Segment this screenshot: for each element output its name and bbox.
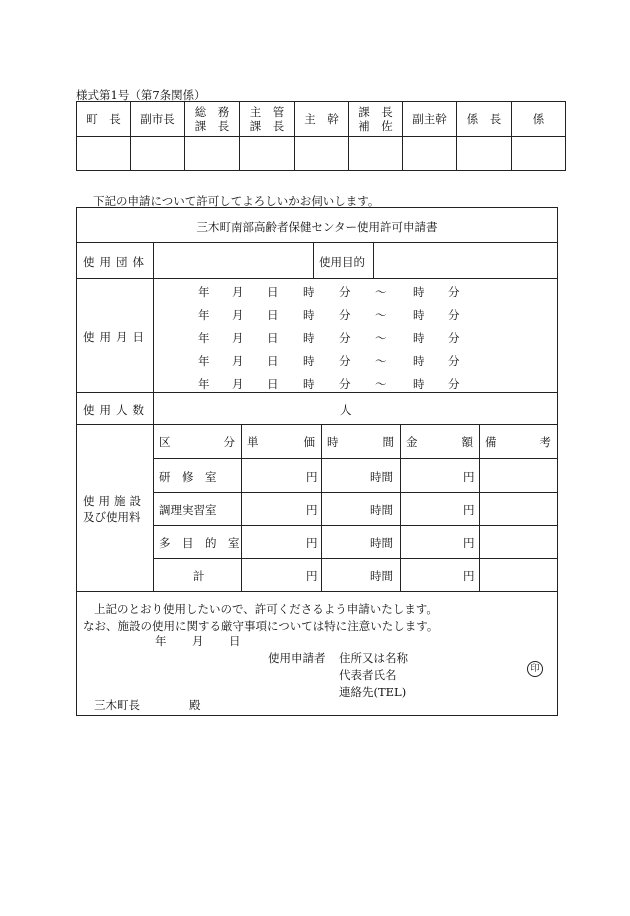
date-unit-minute: 分 — [448, 331, 460, 345]
label-facility-1: 使用施設 — [83, 494, 145, 508]
date-unit-month: 月 — [232, 377, 244, 391]
statement-2: なお、施設の使用に関する厳守事項については特に注意いたします。 — [83, 619, 439, 633]
facility-time-unit: 時間 — [370, 503, 393, 517]
date-month: 月 — [192, 634, 204, 648]
stamp-header-4 — [295, 102, 349, 137]
date-unit-month: 月 — [232, 354, 244, 368]
date-unit-hour: 時 — [413, 377, 425, 391]
stamp-cell-5[interactable] — [349, 137, 403, 171]
count-unit: 人 — [340, 403, 352, 417]
form-title: 三木町南部高齢者保健センター使用許可申請書 — [196, 220, 438, 234]
facility-header-0: 区 分 — [159, 435, 235, 449]
date-unit-minute: 分 — [448, 285, 460, 299]
stamp-header-text: 町 長 — [86, 112, 121, 126]
approval-stamp-table — [76, 101, 566, 171]
date-unit-tilde: ～ — [375, 354, 387, 368]
facility-header-1: 単 価 — [247, 435, 315, 449]
label-count: 使用人数 — [83, 403, 149, 417]
stamp-header-text: 主 幹 — [304, 112, 339, 126]
date-unit-hour: 時 — [303, 377, 315, 391]
facility-header-3: 金 額 — [406, 435, 473, 449]
addressee: 三木町長 — [94, 698, 140, 712]
facility-header-4: 備 考 — [485, 435, 551, 449]
stamp-header-text: 課 長 — [249, 119, 285, 133]
stamp-header-text: 係 — [532, 112, 545, 126]
date-unit-tilde: ～ — [375, 308, 387, 322]
date-unit-tilde: ～ — [375, 285, 387, 299]
stamp-header-0 — [77, 102, 131, 137]
facility-header-2: 時 間 — [327, 435, 394, 449]
date-unit-year: 年 — [198, 331, 210, 345]
application-form — [76, 207, 558, 716]
date-unit-minute: 分 — [339, 331, 351, 345]
label-group: 使用団体 — [83, 255, 149, 269]
purpose-field[interactable] — [375, 244, 555, 276]
stamp-header-2 — [185, 102, 240, 137]
date-unit-year: 年 — [198, 354, 210, 368]
group-field[interactable] — [155, 244, 311, 276]
applicant-label: 使用申請者 — [268, 651, 326, 665]
date-unit-year: 年 — [198, 285, 210, 299]
contact-label: 連絡先(TEL) — [339, 685, 407, 699]
date-unit-hour: 時 — [413, 331, 425, 345]
facility-row-name: 研 修 室 — [159, 470, 217, 484]
facility-amount-unit: 円 — [463, 536, 475, 550]
address-label: 住所又は名称 — [339, 651, 408, 665]
date-unit-month: 月 — [232, 285, 244, 299]
date-unit-tilde: ～ — [375, 331, 387, 345]
stamp-header-text: 総 務 — [194, 105, 230, 119]
facility-time-unit: 時間 — [370, 470, 393, 484]
facility-amount-unit: 円 — [463, 470, 475, 484]
facility-row-name: 多 目 的 室 — [159, 536, 240, 550]
date-day: 日 — [229, 634, 241, 648]
seal-mark: 印 — [527, 661, 543, 677]
date-unit-minute: 分 — [448, 308, 460, 322]
stamp-header-3 — [240, 102, 295, 137]
date-unit-hour: 時 — [413, 285, 425, 299]
date-unit-day: 日 — [267, 354, 279, 368]
honorific: 殿 — [189, 698, 201, 712]
date-year: 年 — [155, 634, 167, 648]
count-field[interactable] — [155, 394, 335, 422]
stamp-cell-3[interactable] — [240, 137, 295, 171]
date-unit-month: 月 — [232, 331, 244, 345]
date-unit-minute: 分 — [448, 354, 460, 368]
stamp-header-text: 課 長 — [194, 119, 230, 133]
stamp-header-text: 課 長 — [358, 105, 393, 119]
date-unit-hour: 時 — [303, 354, 315, 368]
stamp-header-text: 主 管 — [249, 105, 285, 119]
stamp-cell-7[interactable] — [457, 137, 512, 171]
facility-price-unit: 円 — [306, 536, 318, 550]
label-dates: 使用月日 — [83, 330, 149, 344]
representative-label: 代表者氏名 — [339, 668, 397, 682]
facility-amount-unit: 円 — [463, 569, 475, 583]
facility-row-name: 調理実習室 — [159, 503, 217, 517]
statement-1: 上記のとおり使用したいので、許可くださるよう申請いたします。 — [94, 602, 438, 616]
request-note: 下記の申請について許可してよろしいかお伺いします。 — [93, 194, 380, 208]
facility-price-unit: 円 — [306, 569, 318, 583]
date-unit-hour: 時 — [303, 285, 315, 299]
facility-time-unit: 時間 — [370, 569, 393, 583]
facility-price-unit: 円 — [306, 503, 318, 517]
stamp-cell-4[interactable] — [295, 137, 349, 171]
facility-price-unit: 円 — [306, 470, 318, 484]
date-unit-day: 日 — [267, 331, 279, 345]
stamp-header-text: 副市長 — [140, 112, 175, 126]
stamp-cell-2[interactable] — [185, 137, 240, 171]
label-facility-2: 及び使用料 — [83, 510, 141, 524]
facility-time-unit: 時間 — [370, 536, 393, 550]
stamp-header-6 — [403, 102, 457, 137]
date-unit-hour: 時 — [413, 354, 425, 368]
date-unit-minute: 分 — [448, 377, 460, 391]
date-unit-hour: 時 — [303, 331, 315, 345]
form-number: 様式第1号（第7条関係） — [76, 88, 206, 102]
stamp-header-7 — [457, 102, 512, 137]
date-unit-minute: 分 — [339, 377, 351, 391]
stamp-cell-8[interactable] — [512, 137, 566, 171]
stamp-cell-1[interactable] — [131, 137, 185, 171]
facility-row-name: 計 — [193, 569, 205, 583]
date-unit-minute: 分 — [339, 308, 351, 322]
date-unit-day: 日 — [267, 308, 279, 322]
stamp-header-8 — [512, 102, 566, 137]
date-unit-month: 月 — [232, 308, 244, 322]
stamp-header-text: 補 佐 — [358, 119, 393, 133]
label-purpose: 使用目的 — [319, 255, 365, 269]
date-unit-day: 日 — [267, 285, 279, 299]
date-unit-day: 日 — [267, 377, 279, 391]
stamp-cell-0[interactable] — [77, 137, 131, 171]
stamp-header-text: 副主幹 — [412, 112, 447, 126]
stamp-header-1 — [131, 102, 185, 137]
date-unit-minute: 分 — [339, 354, 351, 368]
date-unit-hour: 時 — [303, 308, 315, 322]
date-unit-year: 年 — [198, 308, 210, 322]
facility-amount-unit: 円 — [463, 503, 475, 517]
stamp-cell-6[interactable] — [403, 137, 457, 171]
date-unit-hour: 時 — [413, 308, 425, 322]
date-unit-minute: 分 — [339, 285, 351, 299]
date-unit-tilde: ～ — [375, 377, 387, 391]
stamp-header-5 — [349, 102, 403, 137]
stamp-header-text: 係 長 — [466, 112, 502, 126]
date-unit-year: 年 — [198, 377, 210, 391]
